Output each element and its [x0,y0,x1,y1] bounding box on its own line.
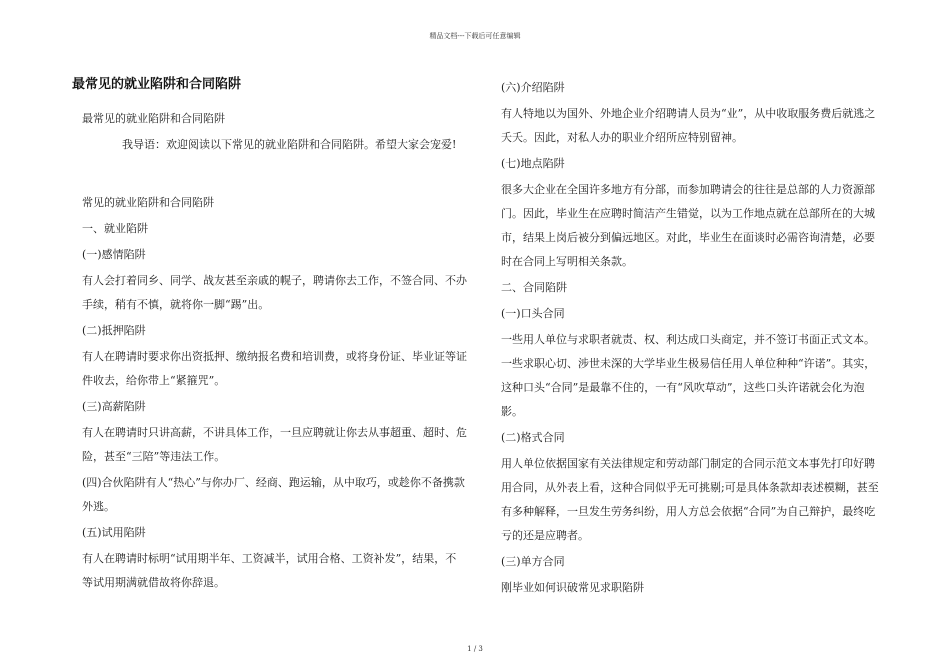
paragraph-location-trap: 很多大企业在全国许多地方有分部，而参加聘请会的往往是总部的人力资源部门。因此，毕业生在应聘时简洁产生错觉，以为工作地点就在总部所在的大城市，结果上岗后被分到偏远地区。对此，毕业生在面谈时必需咨询清楚，必要时在合同上写明相关条款。 [501,183,875,268]
section-title: 常见的就业陷阱和合同陷阱 [82,196,214,209]
heading-mortgage-trap: (二)抵押陷阱 [82,324,146,337]
heading-location-trap: (七)地点陷阱 [501,157,565,170]
paragraph-oral-contract: 一些用人单位与求职者就责、权、利达成口头商定，并不签订书面正式文本。一些求职心切、涉世未深的大学毕业生极易信任用人单位种种“许诺”。其实，这种口头“合同”是最靠不住的，一有“风吹草动”，这些口头许诺就会化为泡影。 [501,333,876,418]
paragraph-format-contract: 用人单位依据国家有关法律规定和劳动部门制定的合同示范文本事先打印好聘用合同，从外表上看，这种合同似乎无可挑剔;可是具体条款却表述模糊，甚至有多种解释，一旦发生劳务纠纷，用人方总会依据“合同”为自己辩护，最终吃亏的还是应聘者。 [501,457,879,542]
paragraph-partnership-trap: (四)合伙陷阱有人“热心”与你办厂、经商、跑运输，从中取巧，或趁你不备携款外逃。 [82,476,465,513]
heading-trial-trap: (五)试用陷阱 [82,526,146,539]
paragraph-unilateral-contract: 刚毕业如何识破常见求职陷阱 [501,581,644,594]
paragraph-mortgage-trap: 有人在聘请时要求你出资抵押、缴纳报名费和培训费，或将身份证、毕业证等证件收去，给你带上“紧箍咒”。 [82,350,467,387]
heading-unilateral-contract: (三)单方合同 [501,555,565,568]
spacer [72,157,467,191]
heading-oral-contract: (一)口头合同 [501,307,565,320]
paragraph-trial-trap: 有人在聘请时标明“试用期半年、工资减半，试用合格、工资补发”，结果，不等试用期满就借故将你辞退。 [82,552,457,589]
left-column [72,76,467,597]
subtitle: 最常见的就业陷阱和合同陷阱 [82,112,225,125]
part-heading-contract: 二、合同陷阱 [501,281,567,294]
heading-format-contract: (二)格式合同 [501,431,565,444]
heading-emotion-trap: (一)感情陷阱 [82,248,146,261]
right-column [491,76,881,602]
heading-high-salary-trap: (三)高薪陷阱 [82,400,146,413]
part-heading-employment: 一、就业陷阱 [82,222,148,235]
page-header-note: 精品文档---下载后可任意编辑 [429,32,521,40]
heading-agency-trap: (六)介绍陷阱 [501,81,565,94]
document-title: 最常见的就业陷阱和合同陷阱 [72,77,242,92]
guide-text: 我导语：欢迎阅读以下常见的就业陷阱和合同陷阱。希望大家会宠爱! [122,138,457,151]
page-number: 1 / 3 [467,645,483,653]
paragraph-agency-trap: 有人特地以为国外、外地企业介绍聘请人员为“业”，从中收取服务费后就逃之夭夭。因此，对私人办的职业介绍所应特别留神。 [501,107,876,144]
paragraph-emotion-trap: 有人会打着同乡、同学、战友甚至亲戚的幌子，聘请你去工作，不签合同、不办手续，稍有不慎，就将你一脚“踢”出。 [82,274,467,311]
paragraph-high-salary-trap: 有人在聘请时只讲高薪，不讲具体工作，一旦应聘就让你去从事超重、超时、危险，甚至“三陪”等违法工作。 [82,426,467,463]
